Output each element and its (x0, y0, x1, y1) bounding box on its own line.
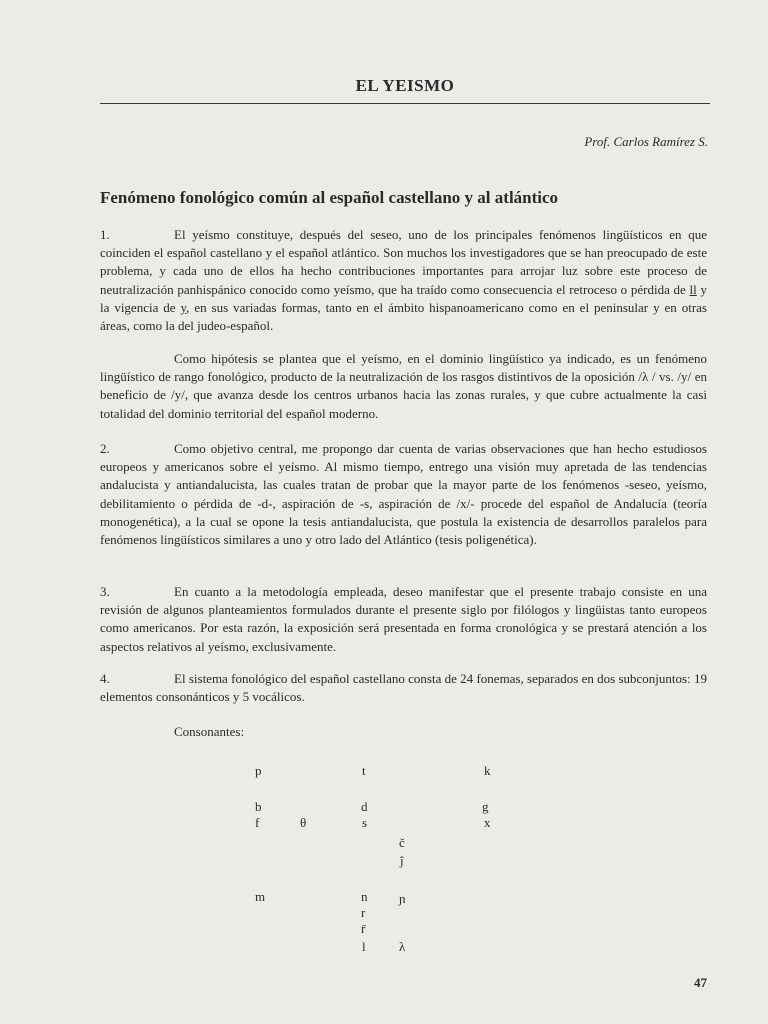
title-rule (100, 103, 710, 104)
phoneme-g: g (482, 799, 489, 814)
paragraph-number: 3. (100, 584, 110, 599)
phoneme-n: n (361, 889, 368, 904)
phoneme-d: d (361, 799, 368, 814)
phoneme-m: m (255, 889, 266, 904)
phoneme-lambda: λ (399, 939, 406, 954)
phoneme-ch: č (399, 835, 405, 850)
phoneme-x: x (484, 815, 491, 830)
section-heading: Fenómeno fonológico común al español castellano y al atlántico (100, 188, 559, 207)
paragraph-3: 3. En cuanto a la metodología empleada, deseo manifestar que el presente trabajo consiste en una revisión de algunos planteamientos formulados durante el presente siglo por filólogos y lingüistas tanto europeos como americanos. Por esta razón, la exposición será presentada en forma cronológica y se prestará atención a los aspectos relativos al yeísmo, exclusivamente. (100, 584, 707, 654)
phoneme-p: p (255, 763, 262, 778)
page-number: 47 (694, 975, 707, 990)
phoneme-f: f (255, 815, 260, 830)
phoneme-t: t (362, 763, 366, 778)
phoneme-k: k (484, 763, 491, 778)
phoneme-theta: θ (300, 815, 307, 830)
author-line: Prof. Carlos Ramírez S. (584, 134, 708, 149)
phoneme-s: s (362, 815, 368, 830)
phoneme-b: b (255, 799, 262, 814)
paragraph-number: 4. (100, 671, 110, 686)
paragraph-2: 2. Como objetivo central, me propongo dar cuenta de varias observaciones que han hecho estudiosos europeos y americanos sobre el yeísmo. Al mismo tiempo, entrego una visión muy apretada de las tendencias andalucista y antiandalucista, las cuales tratan de probar que la mayor parte de los fenómenos -seseo, yeísmo, debilitamiento o pérdida de -d-, aspiración de -s, aspiración de /x/- procede del español de Andalucía (teoría monogenética), a la cual se opone la tesis antiandalucista, que postula la existencia de desarrollos paralelos para fenómenos lingüísticos similares a uno y otro lado del Atlántico (tesis poligenética). (100, 441, 707, 548)
article-title: EL YEISMO (355, 76, 455, 95)
paragraph-number: 2. (100, 441, 110, 456)
phoneme-ny: ɲ (399, 891, 406, 906)
phoneme-rr: r̄ (361, 921, 366, 936)
paragraph-number: 1. (100, 227, 110, 242)
phoneme-j: ĵ (400, 853, 404, 868)
consonants-label: Consonantes: (174, 724, 245, 739)
paragraph-1: 1. El yeísmo constituye, después del seseo, uno de los principales fenómenos lingüísticos en que coinciden el español castellano y el español atlántico. Son muchos los investigadores que se han preocupado de este problema, y cada uno de ellos ha hecho contribuciones importantes para arrojar luz sobre este proceso de neutralización panhispánico conocido como yeísmo, que ha traído como consecuencia el retroceso o pérdida de ll y la vigencia de y, en sus variadas formas, tanto en el ámbito hispanoamericano como en el peninsular y en otras áreas, como la del judeo-español. (100, 227, 707, 334)
phoneme-l: l (362, 939, 366, 954)
paragraph-hypothesis: Como hipótesis se plantea que el yeísmo, en el dominio lingüístico ya indicado, es un fenómeno lingüístico de rango fonológico, producto de la neutralización de los rasgos distintivos de la oposición /λ / vs. /y/ en beneficio de /y/, que avanza desde los centros urbanos hacia las zonas rurales, y que cubre actualmente la casi totalidad del dominio territorial del español moderno. (100, 351, 707, 421)
phoneme-r: r (361, 905, 366, 920)
paragraph-4: 4. El sistema fonológico del español castellano consta de 24 fonemas, separados en dos subconjuntos: 19 elementos consonánticos y 5 vocálicos. (100, 671, 707, 705)
